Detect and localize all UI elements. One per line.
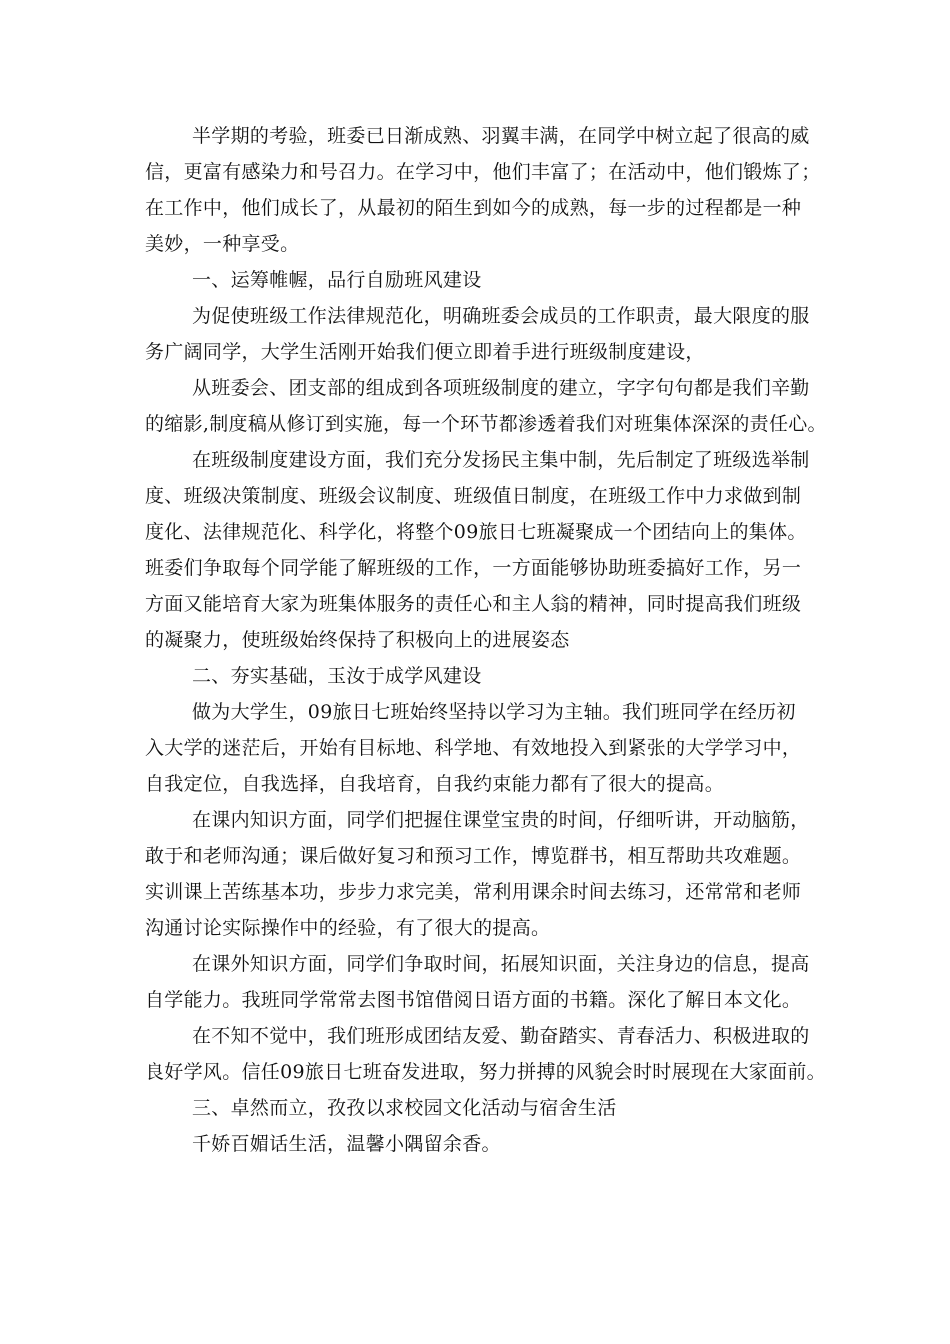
paragraph-line: 的凝聚力，使班级始终保持了积极向上的进展姿态 [145,629,570,651]
paragraph-line: 度、班级决策制度、班级会议制度、班级值日制度，在班级工作中力求做到制 [145,485,802,507]
paragraph-line: 班委们争取每个同学能了解班级的工作，一方面能够协助班委搞好工作，另一 [145,557,802,579]
paragraph-line: 在课内知识方面，同学们把握住课堂宝贵的时间，仔细听讲，开动脑筋， [192,809,810,831]
paragraph-line: 在课外知识方面，同学们争取时间，拓展知识面，关注身边的信息，提高 [192,953,810,975]
paragraph-line: 在不知不觉中，我们班形成团结友爱、勤奋踏实、青春活力、积极进取的 [192,1025,810,1047]
paragraph-line: 做为大学生，09旅日七班始终坚持以学习为主轴。我们班同学在经历初 [192,701,796,723]
paragraph-line: 千娇百媚话生活，温馨小隅留余香。 [192,1133,501,1155]
paragraph-line: 从班委会、团支部的组成到各项班级制度的建立，字字句句都是我们辛勤 [192,377,810,399]
paragraph-line: 为促使班级工作法律规范化，明确班委会成员的工作职责，最大限度的服 [192,305,810,327]
section-heading: 一、运筹帷幄，品行自励班风建设 [192,269,482,291]
paragraph-line: 度化、法律规范化、科学化，将整个09旅日七班凝聚成一个团结向上的集体。 [145,521,807,543]
paragraph-line: 美妙，一种享受。 [145,233,300,255]
paragraph-line: 半学期的考验，班委已日渐成熟、羽翼丰满，在同学中树立起了很高的威 [192,125,810,147]
paragraph-line: 的缩影,制度稿从修订到实施，每一个环节都渗透着我们对班集体深深的责任心。 [145,413,827,435]
paragraph-line: 方面又能培育大家为班集体服务的责任心和主人翁的精神，同时提高我们班级 [145,593,802,615]
paragraph-line: 自学能力。我班同学常常去图书馆借阅日语方面的书籍。深化了解日本文化。 [145,989,802,1011]
paragraph-line: 自我定位，自我选择，自我培育，自我约束能力都有了很大的提高。 [145,773,725,795]
paragraph-line: 在班级制度建设方面，我们充分发扬民主集中制，先后制定了班级选举制 [192,449,810,471]
paragraph-line: 沟通讨论实际操作中的经验，有了很大的提高。 [145,917,551,939]
paragraph-line: 良好学风。信任09旅日七班奋发进取，努力拼搏的风貌会时时展现在大家面前。 [145,1061,826,1083]
section-heading: 三、卓然而立，孜孜以求校园文化活动与宿舍生活 [192,1097,617,1119]
paragraph-line: 敢于和老师沟通；课后做好复习和预习工作，博览群书，相互帮助共攻难题。 [145,845,802,867]
section-heading: 二、夯实基础，玉汝于成学风建设 [192,665,482,687]
paragraph-line: 信，更富有感染力和号召力。在学习中，他们丰富了；在活动中，他们锻炼了； [145,161,821,183]
paragraph-line: 在工作中，他们成长了，从最初的陌生到如今的成熟，每一步的过程都是一种 [145,197,802,219]
paragraph-line: 入大学的迷茫后，开始有目标地、科学地、有效地投入到紧张的大学学习中， [145,737,802,759]
paragraph-line: 务广阔同学，大学生活刚开始我们便立即着手进行班级制度建设， [145,341,705,363]
paragraph-line: 实训课上苦练基本功，步步力求完美，常利用课余时间去练习，还常常和老师 [145,881,802,903]
